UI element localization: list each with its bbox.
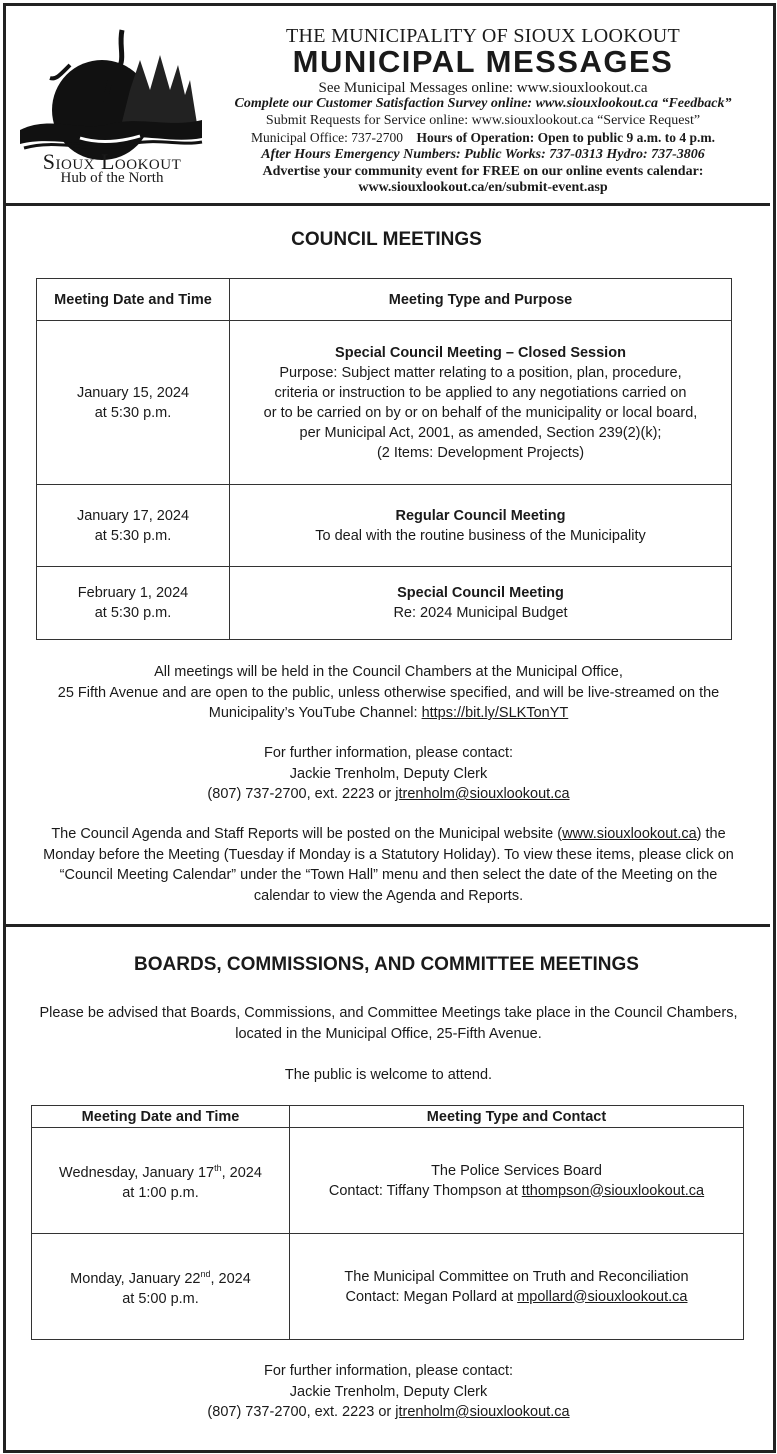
meeting-date: January 17, 2024	[76, 507, 190, 524]
meeting-purpose: per Municipal Act, 2001, as amended, Section 239(2)(k);	[299, 424, 662, 441]
meeting-time: at 5:00 p.m.	[122, 1290, 199, 1307]
contact-name: Jackie Trenholm, Deputy Clerk	[289, 1383, 488, 1400]
meeting-purpose: (2 Items: Development Projects)	[376, 444, 585, 461]
meeting-type-cell	[230, 321, 732, 485]
agenda-paragraph	[12, 824, 765, 906]
header-advertise-line: Advertise your community event for FREE on our online events calendar:	[262, 164, 704, 179]
council-meetings-table	[36, 278, 732, 640]
meeting-time: at 1:00 p.m.	[122, 1184, 199, 1201]
meeting-contact: Contact: Tiffany Thompson at	[328, 1182, 522, 1199]
section-divider	[6, 924, 770, 927]
meeting-type: Special Council Meeting – Closed Session	[335, 344, 626, 361]
council-contact-block	[12, 743, 765, 805]
boards-intro	[12, 1003, 765, 1044]
agenda-line: ) the	[696, 826, 726, 842]
meeting-date: Monday, January 22nd, 2024	[70, 1269, 251, 1287]
meeting-type-cell	[230, 567, 732, 640]
boards-meetings-title: BOARDS, COMMISSIONS, AND COMMITTEE MEETINGS	[134, 954, 639, 975]
location-line: 25 Fifth Avenue and are open to the public, unless otherwise specified, and will be live-streamed on the	[57, 684, 720, 701]
agenda-line: “Council Meeting Calendar” under the “Town Hall” menu and then select the date of the Meeting on the	[59, 867, 718, 883]
header-emergency-line: After Hours Emergency Numbers: Public Works: 737-0313 Hydro: 737-3806	[261, 147, 705, 162]
header-service-line: Submit Requests for Service online: www.siouxlookout.ca “Service Request”	[265, 113, 701, 128]
meeting-type-cell	[230, 485, 732, 567]
meeting-purpose: Re: 2024 Municipal Budget	[393, 605, 568, 621]
contact-email-link[interactable]: mpollard@siouxlookout.ca	[517, 1288, 688, 1305]
meeting-type: Special Council Meeting	[397, 585, 564, 601]
contact-email-link[interactable]: jtrenholm@siouxlookout.ca	[395, 786, 570, 802]
agenda-line: Monday before the Meeting (Tuesday if Monday is a Statutory Holiday). To view these items, please click on	[43, 846, 734, 863]
council-meetings-title: COUNCIL MEETINGS	[291, 229, 482, 250]
page-title: MUNICIPAL MESSAGES	[292, 44, 674, 79]
contact-phone: (807) 737-2700, ext. 2223 or	[207, 786, 396, 802]
meeting-type: The Police Services Board	[431, 1162, 602, 1179]
meeting-purpose: To deal with the routine business of the Municipality	[315, 527, 646, 544]
meeting-date-cell	[37, 321, 230, 485]
meeting-time: at 5:30 p.m.	[94, 605, 172, 621]
column-header-date: Meeting Date and Time	[32, 1106, 290, 1128]
column-header-type: Meeting Type and Contact	[290, 1106, 744, 1128]
table-row	[32, 1234, 744, 1340]
contact-intro: For further information, please contact:	[263, 745, 514, 761]
header-submit-url: www.siouxlookout.ca/en/submit-event.asp	[358, 180, 608, 195]
table-row	[37, 567, 732, 640]
location-line: Municipality’s YouTube Channel:	[208, 705, 422, 721]
office-hours: Hours of Operation: Open to public 9 a.m. to 4 p.m.	[416, 130, 715, 145]
contact-email-link[interactable]: tthompson@siouxlookout.ca	[521, 1182, 705, 1199]
meeting-date-cell	[32, 1234, 290, 1340]
contact-email-link[interactable]: jtrenholm@siouxlookout.ca	[395, 1404, 570, 1420]
table-row	[37, 321, 732, 485]
column-header-date: Meeting Date and Time	[37, 279, 230, 321]
meeting-purpose: criteria or instruction to be applied to any negotiations carried on	[274, 384, 687, 401]
meeting-contact: Contact: Megan Pollard at	[345, 1288, 518, 1305]
boards-contact-block	[12, 1361, 765, 1423]
contact-name: Jackie Trenholm, Deputy Clerk	[289, 765, 488, 782]
office-phone: Municipal Office: 737-2700	[251, 130, 403, 145]
boards-intro-line: Please be advised that Boards, Commissions, and Committee Meetings take place in the Council Chambers,	[39, 1005, 738, 1021]
agenda-line: The Council Agenda and Staff Reports will be posted on the Municipal website (	[51, 826, 563, 842]
meeting-time: at 5:30 p.m.	[94, 404, 172, 421]
table-header-row	[32, 1106, 744, 1128]
public-welcome: The public is welcome to attend.	[284, 1067, 493, 1083]
column-header-type: Meeting Type and Purpose	[230, 279, 732, 321]
table-row	[37, 485, 732, 567]
meeting-date: January 15, 2024	[76, 384, 190, 401]
location-paragraph	[12, 662, 765, 724]
contact-intro: For further information, please contact:	[263, 1363, 514, 1379]
meeting-purpose: Purpose: Subject matter relating to a position, plan, procedure,	[279, 364, 682, 381]
logo-subtitle: Hub of the North	[60, 170, 164, 186]
header-office-line	[213, 130, 753, 146]
meeting-time: at 5:30 p.m.	[94, 527, 172, 544]
header-survey-line: Complete our Customer Satisfaction Survey online: www.siouxlookout.ca “Feedback”	[234, 96, 732, 111]
header	[3, 3, 770, 206]
contact-phone: (807) 737-2700, ext. 2223 or	[207, 1404, 396, 1420]
meeting-type-cell	[290, 1234, 744, 1340]
agenda-line: calendar to view the Agenda and Reports.	[253, 887, 524, 904]
meeting-type-cell	[290, 1128, 744, 1234]
meeting-purpose: or to be carried on by or on behalf of the municipality or local board,	[263, 404, 698, 421]
meeting-date: Wednesday, January 17th, 2024	[59, 1163, 262, 1181]
header-online-line: See Municipal Messages online: www.siouxlookout.ca	[318, 80, 648, 96]
meeting-date-cell	[37, 567, 230, 640]
meeting-date-cell	[32, 1128, 290, 1234]
meeting-date-cell	[37, 485, 230, 567]
meeting-type: The Municipal Committee on Truth and Reconciliation	[344, 1268, 689, 1285]
boards-intro-line: located in the Municipal Office, 25-Fifth Avenue.	[235, 1025, 542, 1042]
boards-meetings-table	[31, 1105, 744, 1340]
municipality-name: THE MUNICIPALITY OF SIOUX LOOKOUT	[286, 25, 680, 47]
table-header-row	[37, 279, 732, 321]
youtube-link[interactable]: https://bit.ly/SLKTonYT	[421, 705, 569, 721]
logo-title: Sioux Lookout	[42, 149, 182, 174]
table-row	[32, 1128, 744, 1234]
meeting-type: Regular Council Meeting	[395, 507, 566, 524]
location-line: All meetings will be held in the Council Chambers at the Municipal Office,	[154, 664, 623, 680]
website-link[interactable]: www.siouxlookout.ca	[562, 826, 697, 842]
meeting-date: February 1, 2024	[77, 585, 189, 601]
